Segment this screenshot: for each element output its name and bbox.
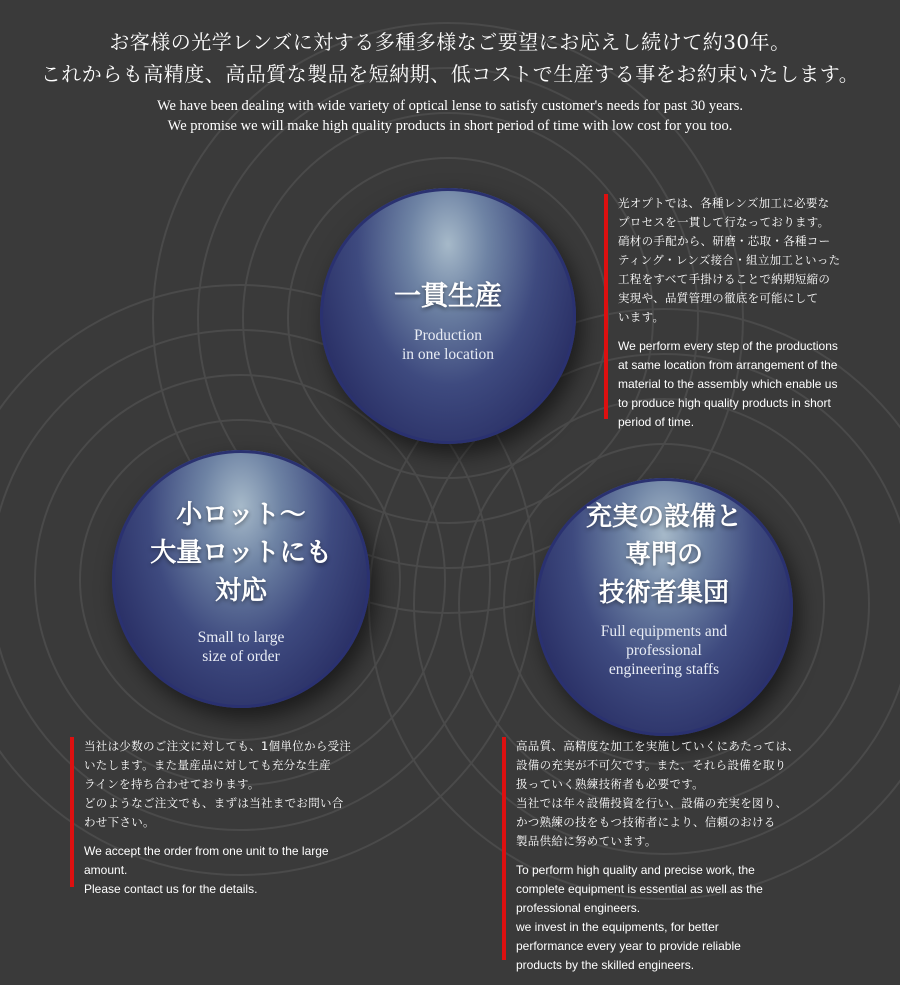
circle-subtitle: in one location xyxy=(401,346,495,363)
header-en-line-2: We promise we will make high quality products in short period of time with low cost for you too. xyxy=(167,118,733,134)
circle-subtitle: Production xyxy=(413,327,483,344)
description-en-line: performance every year to provide reliable xyxy=(516,939,741,953)
description-en-line: material to the assembly which enable us xyxy=(618,377,838,391)
header xyxy=(0,0,900,136)
description-jp-line: 硝材の手配から、研磨・芯取・各種コー xyxy=(618,234,831,248)
description-jp-line: 扱っていく熟練技術者も必要です。 xyxy=(516,777,704,791)
header-jp-line-1: お客様の光学レンズに対する多種多様なご要望にお応えし続けて約30年。 xyxy=(109,30,791,54)
description-jp-line: かつ熟練の技をもつ技術者により、信頼のおける xyxy=(516,815,776,829)
description-en-line: We accept the order from one unit to the large xyxy=(84,844,329,858)
description-order-size xyxy=(70,737,352,896)
description-en-line: we invest in the equipments, for better xyxy=(516,920,719,934)
description-en-line: Please contact us for the details. xyxy=(84,882,258,896)
description-jp-line: どのようなご注文でも、まずは当社までお問い合 xyxy=(84,796,344,810)
description-jp-line: 設備の充実が不可欠です。また、それら設備を取り xyxy=(516,758,787,772)
description-en-line: We perform every step of the productions xyxy=(618,339,838,353)
description-en-line: professional engineers. xyxy=(516,901,641,915)
description-en-line: To perform high quality and precise work, the xyxy=(516,863,755,877)
header-jp-line-2: これからも高精度、高品質な製品を短納期、低コストで生産する事をお約束いたします。 xyxy=(40,62,860,86)
description-jp-line: 工程をすべて手掛けることで納期短縮の xyxy=(618,272,831,286)
circle-title: 大量ロットにも xyxy=(150,538,332,568)
description-jp-line: わせ下さい。 xyxy=(84,815,155,829)
circle-title: 専門の xyxy=(624,540,703,570)
circle-subtitle: size of order xyxy=(202,648,280,665)
description-production xyxy=(604,194,841,429)
description-jp-line: 製品供給に努めています。 xyxy=(516,834,657,848)
circle-title: 小ロット〜 xyxy=(176,500,306,530)
description-jp-line: います。 xyxy=(618,310,665,324)
circle-title: 充実の設備と xyxy=(585,502,742,532)
circle-production-in-one-location xyxy=(320,188,576,444)
description-en-line: at same location from arrangement of the xyxy=(618,358,838,372)
description-jp-line: 当社では年々設備投資を行い、設備の充実を図り、 xyxy=(516,796,788,810)
description-en-line: amount. xyxy=(84,863,128,877)
description-jp-line: ラインを持ち合わせております。 xyxy=(84,777,260,791)
circle-subtitle: engineering staffs xyxy=(608,661,720,678)
circle-subtitle: Full equipments and xyxy=(600,623,728,640)
circle-small-to-large-order xyxy=(112,450,370,708)
circle-title: 技術者集団 xyxy=(598,578,729,608)
circle-equipment-and-engineers xyxy=(535,478,793,736)
circle-subtitle: professional xyxy=(626,642,702,659)
description-en-line: period of time. xyxy=(618,415,695,429)
description-en-line: products by the skilled engineers. xyxy=(516,958,695,972)
description-jp-line: 当社は少数のご注文に対しても、1個単位から受注 xyxy=(84,739,352,753)
description-en-line: complete equipment is essential as well as the xyxy=(516,882,763,896)
description-en-line: to produce high quality products in short xyxy=(618,396,831,410)
description-jp-line: プロセスを一貫して行なっております。 xyxy=(618,215,830,229)
circle-subtitle: Small to large xyxy=(197,629,285,646)
description-equipment xyxy=(502,737,800,972)
circle-title: 対応 xyxy=(214,576,267,606)
description-jp-line: 実現や、品質管理の徹底を可能にして xyxy=(618,291,819,305)
description-jp-line: ティング・レンズ接合・組立加工といった xyxy=(618,253,841,267)
circle-title: 一貫生産 xyxy=(394,281,502,312)
description-jp-line: 高品質、高精度な加工を実施していくにあたっては、 xyxy=(516,739,800,753)
description-jp-line: 光オプトでは、各種レンズ加工に必要な xyxy=(618,196,830,210)
description-jp-line: いたします。また量産品に対しても充分な生産 xyxy=(84,758,331,772)
header-en-line-1: We have been dealing with wide variety of optical lense to satisfy customer's needs for past 30 years. xyxy=(156,98,744,114)
